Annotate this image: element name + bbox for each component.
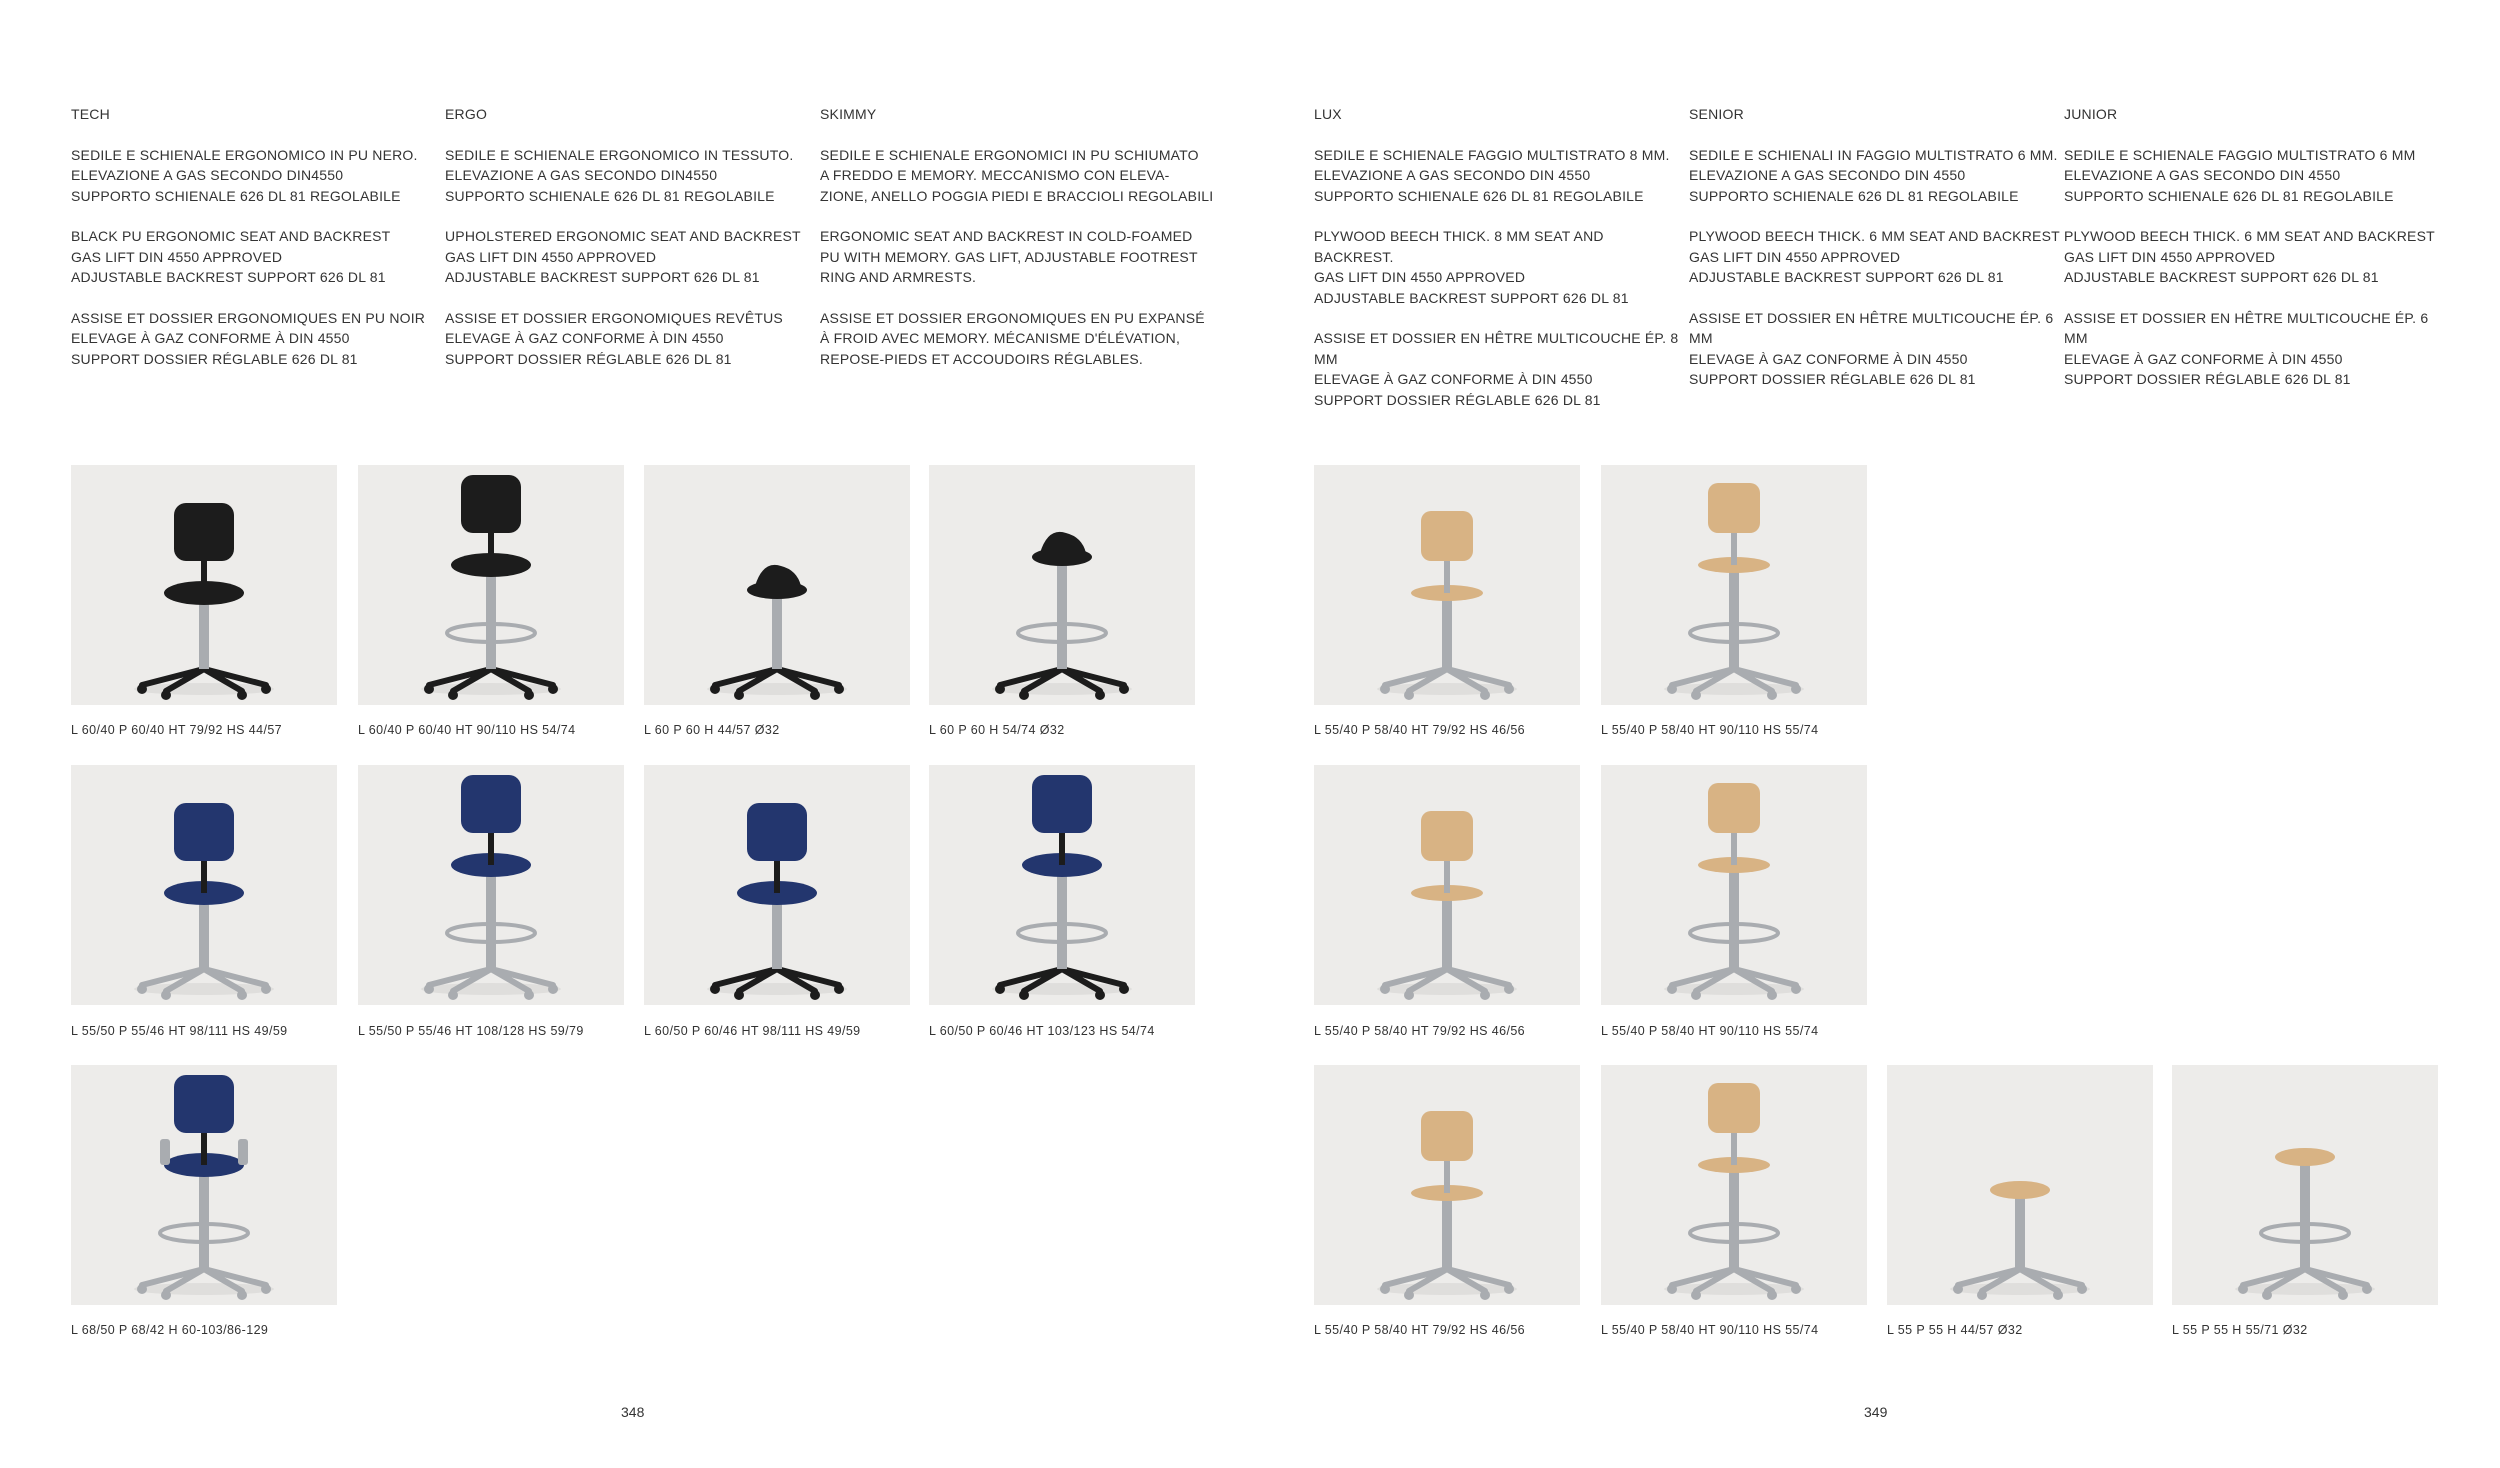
description-fr: ASSISE ET DOSSIER EN HÊTRE MULTICOUCHE ÉP. 6 MM ELEVAGE À GAZ CONFORME À DIN 4550 SUPPORT DOSSIER RÉGLABLE 626 DL 81 xyxy=(1689,309,2054,387)
product-caption: L 60/50 P 60/46 HT 98/111 HS 49/59 xyxy=(644,1024,861,1038)
product-caption: L 55 P 55 H 55/71 Ø32 xyxy=(2172,1323,2308,1337)
description-fr: ASSISE ET DOSSIER EN HÊTRE MULTICOUCHE ÉP. 6 MM ELEVAGE À GAZ CONFORME À DIN 4550 SUPPORT DOSSIER RÉGLABLE 626 DL 81 xyxy=(2064,309,2429,387)
product-caption: L 55/40 P 58/40 HT 79/92 HS 46/56 xyxy=(1314,1323,1526,1337)
column-skimmy xyxy=(820,104,1220,389)
column-title: TECH xyxy=(71,106,110,122)
product-caption: L 55/50 P 55/46 HT 98/111 HS 49/59 xyxy=(71,1024,288,1038)
product-photo xyxy=(644,465,910,705)
product-caption: L 55/40 P 58/40 HT 90/110 HS 55/74 xyxy=(1601,1024,1819,1038)
product-caption: L 55/40 P 58/40 HT 79/92 HS 46/56 xyxy=(1314,1024,1526,1038)
product-photo xyxy=(644,765,910,1005)
chair-illustration xyxy=(1887,1065,2153,1305)
column-ergo xyxy=(445,104,817,389)
product-caption: L 60 P 60 H 54/74 Ø32 xyxy=(929,723,1065,737)
chair-illustration xyxy=(929,465,1195,705)
column-junior xyxy=(2064,104,2436,410)
product-caption: L 60/40 P 60/40 HT 90/110 HS 54/74 xyxy=(358,723,576,737)
product-photo xyxy=(71,465,337,705)
product-photo xyxy=(71,1065,337,1305)
product-caption: L 55/50 P 55/46 HT 108/128 HS 59/79 xyxy=(358,1024,584,1038)
product-photo xyxy=(929,465,1195,705)
product-caption: L 68/50 P 68/42 H 60-103/86-129 xyxy=(71,1323,269,1337)
chair-illustration xyxy=(2172,1065,2438,1305)
product-caption: L 60/40 P 60/40 HT 79/92 HS 44/57 xyxy=(71,723,283,737)
description-en: PLYWOOD BEECH THICK. 6 MM SEAT AND BACKREST GAS LIFT DIN 4550 APPROVED ADJUSTABLE BACKREST SUPPORT 626 DL 81 xyxy=(2064,228,2435,285)
description-fr: ASSISE ET DOSSIER ERGONOMIQUES EN PU NOIR ELEVAGE À GAZ CONFORME À DIN 4550 SUPPORT DOSSIER RÉGLABLE 626 DL 81 xyxy=(71,309,426,367)
product-caption: L 55 P 55 H 44/57 Ø32 xyxy=(1887,1323,2023,1337)
column-title: SKIMMY xyxy=(820,106,877,122)
chair-illustration xyxy=(1314,765,1580,1005)
product-caption: L 60 P 60 H 44/57 Ø32 xyxy=(644,723,780,737)
product-photo xyxy=(1314,465,1580,705)
product-photo xyxy=(1314,765,1580,1005)
product-photo xyxy=(1887,1065,2153,1305)
column-lux xyxy=(1314,104,1686,430)
chair-illustration xyxy=(1601,765,1867,1005)
chair-illustration xyxy=(71,765,337,1005)
product-photo xyxy=(1314,1065,1580,1305)
chair-illustration xyxy=(1601,1065,1867,1305)
description-fr: ASSISE ET DOSSIER EN HÊTRE MULTICOUCHE ÉP. 8 MM ELEVAGE À GAZ CONFORME À DIN 4550 SUPPORT DOSSIER RÉGLABLE 626 DL 81 xyxy=(1314,330,1679,408)
chair-illustration xyxy=(644,465,910,705)
product-caption: L 55/40 P 58/40 HT 90/110 HS 55/74 xyxy=(1601,1323,1819,1337)
description-fr: ASSISE ET DOSSIER ERGONOMIQUES EN PU EXPANSÉ À FROID AVEC MEMORY. MÉCANISME D'ÉLÉVATION, REPOSE-PIEDS ET ACCOUDOIRS RÉGLABLES. xyxy=(820,309,1205,367)
description-en: BLACK PU ERGONOMIC SEAT AND BACKREST GAS LIFT DIN 4550 APPROVED ADJUSTABLE BACKREST SUPPORT 626 DL 81 xyxy=(71,228,391,285)
column-title: JUNIOR xyxy=(2064,106,2118,122)
description-it: SEDILE E SCHIENALE FAGGIO MULTISTRATO 6 MM ELEVAZIONE A GAS SECONDO DIN 4550 SUPPORTO SCHIENALE 626 DL 81 REGOLABILE xyxy=(2064,146,2416,204)
chair-illustration xyxy=(929,765,1195,1005)
product-caption: L 55/40 P 58/40 HT 90/110 HS 55/74 xyxy=(1601,723,1819,737)
product-photo xyxy=(1601,765,1867,1005)
column-title: ERGO xyxy=(445,106,488,122)
page-number-right: 349 xyxy=(1864,1404,1888,1420)
column-title: LUX xyxy=(1314,106,1342,122)
description-fr: ASSISE ET DOSSIER ERGONOMIQUES REVÊTUS ELEVAGE À GAZ CONFORME À DIN 4550 SUPPORT DOSSIER RÉGLABLE 626 DL 81 xyxy=(445,309,783,367)
column-senior xyxy=(1689,104,2061,410)
product-photo xyxy=(71,765,337,1005)
product-photo xyxy=(358,465,624,705)
product-photo xyxy=(929,765,1195,1005)
product-photo xyxy=(1601,465,1867,705)
page-number-left: 348 xyxy=(621,1404,645,1420)
product-photo xyxy=(2172,1065,2438,1305)
description-en: PLYWOOD BEECH THICK. 8 MM SEAT AND BACKREST. GAS LIFT DIN 4550 APPROVED ADJUSTABLE BACKREST SUPPORT 626 DL 81 xyxy=(1314,228,1629,306)
description-en: ERGONOMIC SEAT AND BACKREST IN COLD-FOAMED PU WITH MEMORY. GAS LIFT, ADJUSTABLE FOOTREST RING AND ARMRESTS. xyxy=(820,228,1198,285)
description-it: SEDILE E SCHIENALI IN FAGGIO MULTISTRATO 6 MM. ELEVAZIONE A GAS SECONDO DIN 4550 SUPPORTO SCHIENALE 626 DL 81 REGOLABILE xyxy=(1689,146,2058,204)
chair-illustration xyxy=(358,765,624,1005)
chair-illustration xyxy=(358,465,624,705)
description-en: UPHOLSTERED ERGONOMIC SEAT AND BACKREST GAS LIFT DIN 4550 APPROVED ADJUSTABLE BACKREST SUPPORT 626 DL 81 xyxy=(445,228,801,285)
column-tech xyxy=(71,104,443,389)
description-it: SEDILE E SCHIENALE FAGGIO MULTISTRATO 8 MM. ELEVAZIONE A GAS SECONDO DIN 4550 SUPPORTO SCHIENALE 626 DL 81 REGOLABILE xyxy=(1314,146,1670,204)
chair-illustration xyxy=(1314,1065,1580,1305)
product-caption: L 55/40 P 58/40 HT 79/92 HS 46/56 xyxy=(1314,723,1526,737)
chair-illustration xyxy=(71,1065,337,1305)
description-en: PLYWOOD BEECH THICK. 6 MM SEAT AND BACKREST GAS LIFT DIN 4550 APPROVED ADJUSTABLE BACKREST SUPPORT 626 DL 81 xyxy=(1689,228,2060,285)
chair-illustration xyxy=(1601,465,1867,705)
product-caption: L 60/50 P 60/46 HT 103/123 HS 54/74 xyxy=(929,1024,1155,1038)
column-title: SENIOR xyxy=(1689,106,1744,122)
chair-illustration xyxy=(644,765,910,1005)
description-it: SEDILE E SCHIENALE ERGONOMICO IN TESSUTO. ELEVAZIONE A GAS SECONDO DIN4550 SUPPORTO SCHIENALE 626 DL 81 REGOLABILE xyxy=(445,146,794,204)
description-it: SEDILE E SCHIENALE ERGONOMICO IN PU NERO. ELEVAZIONE A GAS SECONDO DIN4550 SUPPORTO SCHIENALE 626 DL 81 REGOLABILE xyxy=(71,146,418,204)
product-photo xyxy=(358,765,624,1005)
description-it: SEDILE E SCHIENALE ERGONOMICI IN PU SCHIUMATO A FREDDO E MEMORY. MECCANISMO CON ELEVA- ZIONE, ANELLO POGGIA PIEDI E BRACCIOLI REGOLABILI xyxy=(820,146,1214,204)
product-photo xyxy=(1601,1065,1867,1305)
chair-illustration xyxy=(1314,465,1580,705)
chair-illustration xyxy=(71,465,337,705)
